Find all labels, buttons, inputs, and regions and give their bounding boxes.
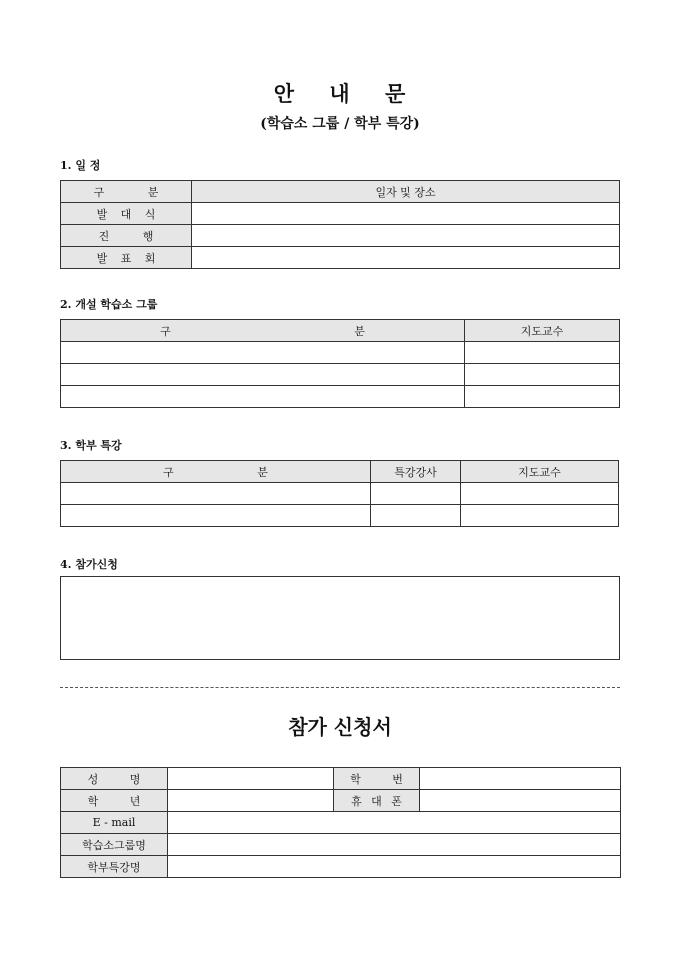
lectures-header-professor: 지도교수	[461, 461, 619, 483]
phone-label: 휴 대 폰	[334, 790, 420, 812]
grade-field[interactable]	[168, 790, 334, 812]
schedule-row-value[interactable]	[192, 247, 620, 269]
lectures-cell[interactable]	[61, 483, 371, 505]
section-apply-title: 4. 참가신청	[60, 558, 118, 571]
schedule-row-value[interactable]	[192, 225, 620, 247]
group-name-field[interactable]	[168, 834, 621, 856]
schedule-header-category: 구 분	[61, 181, 192, 203]
schedule-row-label: 진 행	[61, 225, 192, 247]
lectures-cell[interactable]	[461, 483, 619, 505]
name-field[interactable]	[168, 768, 334, 790]
email-label: E - mail	[61, 812, 168, 834]
lectures-cell[interactable]	[61, 505, 371, 527]
lectures-header-category: 구 분	[61, 461, 371, 483]
application-title: 참가 신청서	[288, 715, 392, 739]
groups-table	[60, 319, 620, 408]
lectures-cell[interactable]	[371, 483, 461, 505]
student-id-label: 학 번	[334, 768, 420, 790]
groups-cell[interactable]	[61, 386, 465, 408]
student-id-field[interactable]	[420, 768, 621, 790]
section-groups-title: 2. 개설 학습소 그룹	[60, 298, 158, 311]
page-title: 안 내 문	[273, 81, 407, 106]
cut-line-divider	[60, 687, 620, 688]
schedule-row-label: 발 대 식	[61, 203, 192, 225]
group-name-label: 학습소그룹명	[61, 834, 168, 856]
groups-cell[interactable]	[465, 342, 620, 364]
lectures-header-lecturer: 특강강사	[371, 461, 461, 483]
groups-cell[interactable]	[61, 364, 465, 386]
groups-cell[interactable]	[465, 364, 620, 386]
groups-cell[interactable]	[61, 342, 465, 364]
schedule-header-date-place: 일자 및 장소	[192, 181, 620, 203]
email-field[interactable]	[168, 812, 621, 834]
phone-field[interactable]	[420, 790, 621, 812]
schedule-table	[60, 180, 620, 269]
groups-cell[interactable]	[465, 386, 620, 408]
application-form-table	[60, 767, 621, 878]
groups-header-category: 구 분	[61, 320, 465, 342]
lectures-cell[interactable]	[461, 505, 619, 527]
apply-box[interactable]	[60, 576, 620, 660]
grade-label: 학 년	[61, 790, 168, 812]
lectures-cell[interactable]	[371, 505, 461, 527]
section-lectures-title: 3. 학부 특강	[60, 439, 122, 452]
lecture-name-field[interactable]	[168, 856, 621, 878]
lectures-table	[60, 460, 619, 527]
schedule-row-value[interactable]	[192, 203, 620, 225]
page-subtitle: (학습소 그룹 / 학부 특강)	[260, 116, 420, 132]
section-schedule-title: 1. 일 정	[60, 159, 101, 172]
schedule-row-label: 발 표 회	[61, 247, 192, 269]
lecture-name-label: 학부특강명	[61, 856, 168, 878]
name-label: 성 명	[61, 768, 168, 790]
groups-header-professor: 지도교수	[465, 320, 620, 342]
